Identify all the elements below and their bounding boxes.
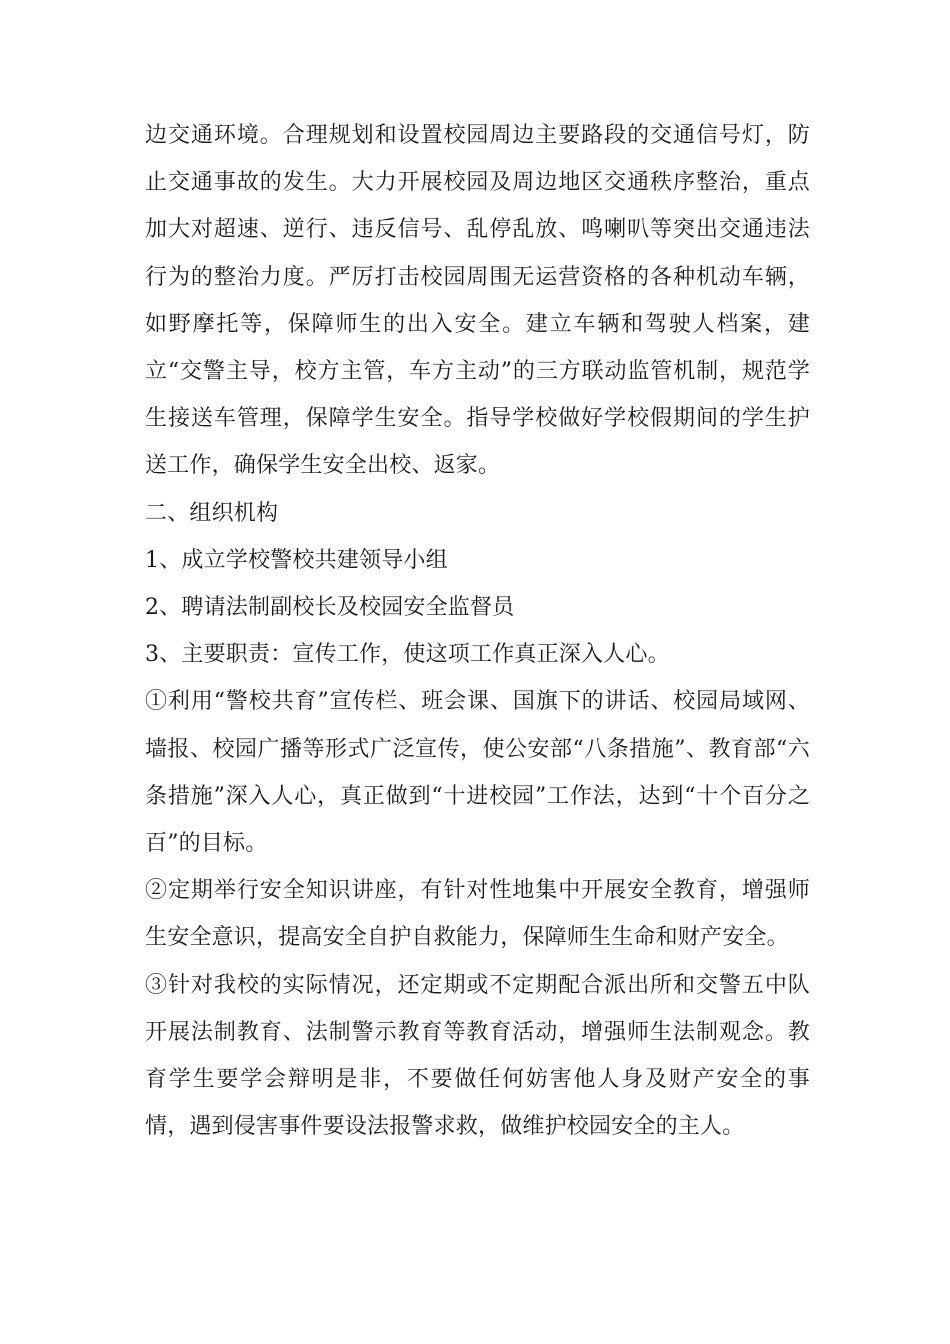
paragraph-safety-lectures: ②定期举行安全知识讲座，有针对性地集中开展安全教育，增强师生安全意识，提高安全自护自救能力，保障师生生命和财产安全。: [145, 878, 810, 951]
list-item-leadership-group: 1、成立学校警校共建领导小组: [145, 547, 448, 573]
paragraph-traffic-environment: 边交通环境。合理规划和设置校园周边主要路段的交通信号灯，防止交通事故的发生。大力开展校园及周边地区交通秩序整治，重点加大对超速、逆行、违反信号、乱停乱放、鸣喇叭等突出交通违法行为的整治力度。严厉打击校园周围无运营资格的各种机动车辆，如野摩托等，保障师生的出入安全。建立车辆和驾驶人档案，建立“交警主导，校方主管，车方主动”的三方联动监管机制，规范学生接送车管理，保障学生安全。指导学校做好学校假期间的学生护送工作，确保学生安全出校、返家。: [145, 123, 810, 479]
list-item-vice-principal: 2、聘请法制副校长及校园安全监督员: [145, 595, 515, 621]
section-heading-organization: 二、组织机构: [145, 500, 279, 526]
paragraph-legal-education: ③针对我校的实际情况，还定期或不定期配合派出所和交警五中队开展法制教育、法制警示教育等教育活动，增强师生法制观念。教育学生要学会辩明是非，不要做任何妨害他人身及财产安全的事情，遇到侵害事件要设法报警求救，做维护校园安全的主人。: [145, 972, 810, 1140]
paragraph-publicity: ①利用“警校共育”宣传栏、班会课、国旗下的讲话、校园局域网、墙报、校园广播等形式广泛宣传，使公安部“八条措施”、教育部“六条措施”深入人心，真正做到“十进校园”工作法，达到“十个百分之百”的目标。: [145, 689, 810, 857]
list-item-main-duties: 3、主要职责：宣传工作，使这项工作真正深入人心。: [145, 642, 670, 668]
document-body: [145, 112, 810, 1150]
